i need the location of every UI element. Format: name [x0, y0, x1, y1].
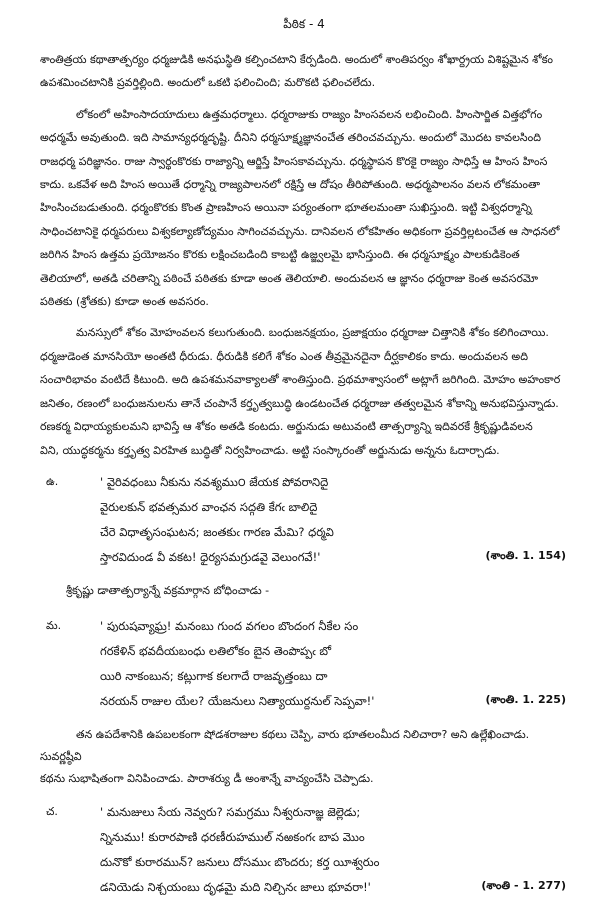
poem-line: స్తారవిదుండ వీ వకట! ధైర్యసమగ్రుడవై వెలుంగవే!' — [100, 549, 321, 564]
paragraph-3 — [40, 321, 568, 461]
text-line: మనస్సులో శోకం మోహంవలన కలుగుతుంది. బంధుజనక్షయం, ప్రజాక్షయం ధర్మరాజు చిత్తానికి శోకం కలిగించాయి. — [76, 326, 549, 340]
text-line: సంచారిభావం వంటిదే కిటుంది. అది ఉపశమనవాక్యాలతో శాంతిస్తుంది. ప్రథమాశ్వాసంలో అట్లాగే జరిగింది. మోహం అహంకార — [40, 373, 561, 387]
text-line: అధర్మమే అవుతుంది. ఇది సామాన్యధర్మదృష్టి. దీనిని ధర్మసూక్ష్మజ్ఞానంచేత తరించవచ్చును. అందులో మొదట కావలసింది — [40, 131, 541, 145]
poem-2 — [40, 614, 568, 714]
poem-reference: (శాంతి - 1. 277) — [481, 878, 566, 892]
poem-reference: (శాంతి. 1. 154) — [485, 548, 566, 562]
paragraph-2 — [40, 103, 568, 314]
text-line: జరిగిన హింస ఉత్తమ ప్రయోజనం కొరకు లక్షించబడింది కాబట్టి ఉజ్జ్వలమై భాసిస్తుంది. ఈ ధర్మసూక్ష్మం పాలకుడికెంత — [40, 248, 520, 262]
text-line: రాజధర్మ పరిజ్ఞానం. రాజు స్వార్థంకొరకు రాజ్యాన్ని ఆర్జిస్తే హింసకావచ్చును. ధర్మస్థాపన కొరకై రాజ్యం సాధిస్తే ఆ హింస హింస — [40, 154, 548, 168]
poem-reference: (శాంతి. 1. 225) — [485, 692, 566, 706]
text-line: సాధించటానికై ధర్మపరులు విశ్వకల్యాణోద్యమం సాగించవచ్చును. దానివలన లోకహితం అధికంగా ప్రవర్తిల్లటంచేత ఆ సాధనలో — [40, 224, 560, 238]
text-line: ఉపశమించటానికి ప్రవర్తిల్లింది. అందులో ఒకటి ఫలించింది; మరొకటి ఫలించలేదు. — [40, 76, 376, 90]
paragraph-1 — [40, 48, 568, 95]
poem-meter: ఉ. — [46, 474, 59, 488]
text-line: రణకర్మ విధాయ్యకులమని భావిస్తే ఆ శోకం అతడి కంటదు. అర్జునుడు అటువంటి తాత్పర్యాన్ని ఇదివరకే శ్రీకృష్ణుడివలన — [40, 420, 533, 434]
poem-line: ' పురుషవ్యాఘ్ర! మనంబు గుంద వగలం బొందంగ నీకేల సం — [100, 618, 359, 633]
text-line: తెలియాలో, అతడి చరితాన్ని పఠించే పఠితకు కూడా అంత తెలియాలి. అందువలన ఆ జ్ఞానం ధర్మరాజు కెంత అవసరమో — [40, 271, 539, 285]
page-header: పీఠిక - 4 — [283, 17, 325, 31]
text-line: పఠితకు (శ్రోతకు) కూడా అంత అవసరం. — [40, 295, 209, 309]
poem-line: ' వైరివధంబు నీకును నవశ్యము౦ జేయక పోవరానిదై — [100, 474, 329, 489]
poem-line: గరకేళిన్ భవదీయబంధు లతిలోకం బైన తెంపొప్పఁ బో — [100, 643, 332, 658]
poem-line: దునొకో కురారమున్? జనులు దోసముఁ బొందరు; కర్త యీశ్వరుం — [100, 854, 380, 869]
poem-line: వైరులకున్ భవత్సమర వాంఛన సద్గతి కేగఁ బాలిదై — [100, 499, 318, 514]
poem-line: చేరె విధాతృసంఘటన; జంతకుఁ గారణ మేమి? ధర్మవి — [100, 524, 334, 539]
text-line: లోకంలో అహింసాదయాదులు ఉత్తమధర్మాలు. ధర్మరాజుకు రాజ్యం హింసవలన లభించింది. హింసార్జిత విత్తభోగం — [76, 107, 543, 121]
poem-intro: శ్రీకృష్ణు డాతాత్పర్యాన్నే వక్రమార్గాన బోధించాడు - — [66, 583, 270, 597]
poem-line: యిరి నాకంబున; కట్లుగాక కలగాదే రాజవృత్తంబు దా — [100, 668, 328, 683]
text-line: శాంతిత్రయ కథాతాత్పర్యం ధర్మజుడికి అనఘస్థితి కల్పించటాని కేర్పడింది. అందులో శాంతిపర్వం శోఖార్ద్రయ విశిష్టమైన శోకం — [40, 53, 554, 66]
text-line: జనితం, రణంలో బంధుజనులను తానే చంపానే కర్తృత్వబుద్ధి ఉండటంచేత ధర్మరాజు తత్వలమైన శోకాన్ని అనుభవిస్తున్నాడు. — [40, 396, 559, 410]
text-line: కాదు. ఒకవేళ అది హింస అయితే ధర్మాన్ని రాజ్యపాలనలో రక్షిస్తే ఆ దోషం తీరిపోతుంది. అధర్మపాలనం వలన లోకమంతా — [40, 178, 541, 192]
poem-meter: చ. — [46, 804, 58, 818]
text-line: విని, యుద్ధకర్మను కర్తృత్వ విరహిత బుద్ధితో నిర్వహించాడు. అట్టి సంస్కారంతో అర్జునుడు అన్నను ఓదార్చాడు. — [40, 443, 500, 457]
text-line: కథను సుభాషితంగా వినిపించాడు. పారాశర్యు డీ అంశాన్నే వాచ్యంచేసి చెప్పాడు. — [40, 771, 374, 785]
poem-line: న్నినుము! కురారపాణి ధరణీరుహముల్ నఱకంగఁ బాప మొం — [100, 829, 365, 844]
poem-1 — [40, 470, 568, 570]
text-line: హింసించబడుతుంది. ధర్మంకొరకు కొంత ప్రాణహింస అయినా పర్యంతంగా భూతలమంతా సుఖిస్తుంది. ఇట్టి విశ్వధర్మాన్ని — [40, 201, 532, 215]
paragraph-4 — [40, 724, 568, 790]
poem-meter: మ. — [46, 618, 62, 632]
poem-line: డనియెడు నిశ్చయంబు దృఢమై మది నిల్చినఁ జాలు భూవరా!' — [100, 879, 371, 894]
poem-3 — [40, 800, 568, 900]
text-line: తన ఉపదేశానికి ఉపబలకంగా షోడశరాజుల కథలు చెప్పి, వారు భూతలంమీద నిలిచారా? అని ఉల్లేఖించాడు. సువర్ణష్ఠీవి — [40, 727, 530, 763]
poem-line: ' మనుజులు సేయ నెవ్వరు? సమగ్రము నీశ్వరునాజ్ఞ జెల్లెడు; — [100, 804, 361, 819]
text-line: ధర్మజుడెంత మానసియో అంతటి ధీరుడు. ధీరుడికి కలిగే శోకం ఎంత తీవ్రమైనదైనా దీర్ఘకాలికం కాదు. అందువలన అది — [40, 349, 529, 363]
poem-line: నరయన్ రాజుల యేల? యేజనులు నిత్యాయుర్దనుల్ సెప్పవా!' — [100, 693, 375, 708]
